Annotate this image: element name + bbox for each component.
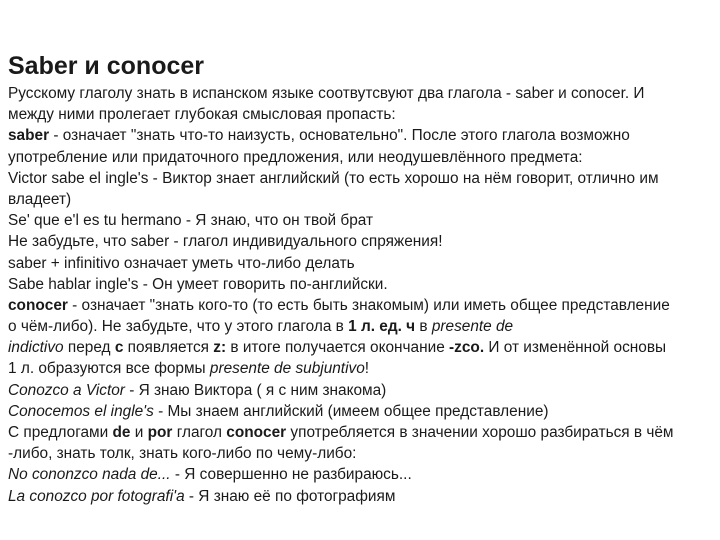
text-run: Se' que e'l es tu hermano - Я знаю, что он твой брат [8, 212, 374, 230]
text-line [8, 125, 714, 146]
text-run: И от изменённой основы [484, 339, 667, 357]
slide-body [8, 83, 714, 507]
text-run: в итоге получается окончание [226, 339, 450, 357]
text-run: владеет) [8, 190, 72, 208]
text-line [8, 380, 714, 401]
bold-text: conocer [8, 296, 68, 314]
text-run: глагол [172, 424, 227, 441]
text-line [8, 231, 714, 252]
bold-text: por [147, 424, 173, 441]
text-run: С предлогами [8, 424, 113, 441]
text-line [8, 486, 714, 507]
text-line [8, 210, 714, 231]
text-run: между ними пролегает глубокая смысловая пропасть: [8, 106, 396, 124]
text-line [8, 168, 714, 189]
italic-text: La conozco por fotografi'a [8, 487, 185, 505]
text-line [8, 464, 714, 485]
text-run: Русскому глаголу знать в испанском языке соотвутсвуют два глагола - saber и conocer. И [8, 85, 645, 102]
italic-text: presente de subjuntivo [209, 360, 365, 378]
text-line [8, 274, 714, 295]
text-run: - Мы знаем английский (имеем общее представление) [153, 402, 549, 420]
text-run: - Я совершенно не разбираюсь... [170, 466, 412, 484]
italic-text: Conozco a Victor [8, 381, 125, 399]
text-line [8, 83, 714, 104]
text-run: и [130, 424, 148, 441]
text-run: перед [63, 339, 115, 357]
italic-text: indictivo [8, 339, 64, 357]
text-run: Victor sabe el ingle's - Виктор знает английский (то есть хорошо на нём говорит, отлично им [8, 169, 659, 187]
bold-text: -zco. [449, 339, 485, 357]
bold-text: saber [8, 127, 50, 145]
text-run: 1 л. образуются все формы [8, 360, 210, 378]
slide-title: Saber и conocer [8, 52, 204, 80]
text-run: Не забудьте, что saber - глагол индивидуального спряжения! [8, 233, 443, 251]
text-run: появляется [123, 339, 214, 357]
italic-text: presente de [431, 318, 514, 336]
bold-text: conocer [226, 424, 287, 441]
text-run: - означает "знать что-то наизусть, основательно". После этого глагола возможно [49, 127, 630, 145]
text-run: употребляется в значении хорошо разбираться в чём [286, 424, 674, 441]
text-run: о чём-либо). Не забудьте, что у этого глагола в [8, 318, 349, 336]
text-run: -либо, знать толк, знать кого-либо по чему-либо: [8, 445, 357, 463]
text-line [8, 189, 714, 210]
text-line [8, 253, 714, 274]
text-run: ! [364, 360, 370, 378]
text-line [8, 401, 714, 422]
text-run: - означает "знать кого-то (то есть быть знакомым) или иметь общее представление [67, 296, 670, 314]
italic-text: Conocemos el ingle's [8, 402, 154, 420]
text-line [8, 104, 714, 125]
text-line [8, 422, 714, 443]
italic-text: No cononzco nada de... [8, 466, 171, 484]
bold-text: de [112, 424, 131, 441]
text-run: - Я знаю её по фотографиям [184, 487, 396, 505]
text-run: - Я знаю Виктора ( я с ним знакома) [124, 381, 387, 399]
text-run: Sabe hablar ingle's - Он умеет говорить по-английски. [8, 275, 388, 293]
bold-text: 1 л. ед. ч [348, 318, 416, 336]
text-line [8, 147, 714, 168]
bold-text: с [114, 339, 124, 357]
text-line [8, 337, 714, 358]
text-run: в [415, 318, 432, 336]
text-line [8, 295, 714, 316]
text-run: saber + infinitivo означает уметь что-либо делать [8, 254, 355, 272]
text-line [8, 358, 714, 379]
bold-text: z: [213, 339, 227, 357]
text-line [8, 316, 714, 337]
text-line [8, 443, 714, 464]
text-run: употребление или придаточного предложения, или неодушевлённого предмета: [8, 148, 583, 166]
